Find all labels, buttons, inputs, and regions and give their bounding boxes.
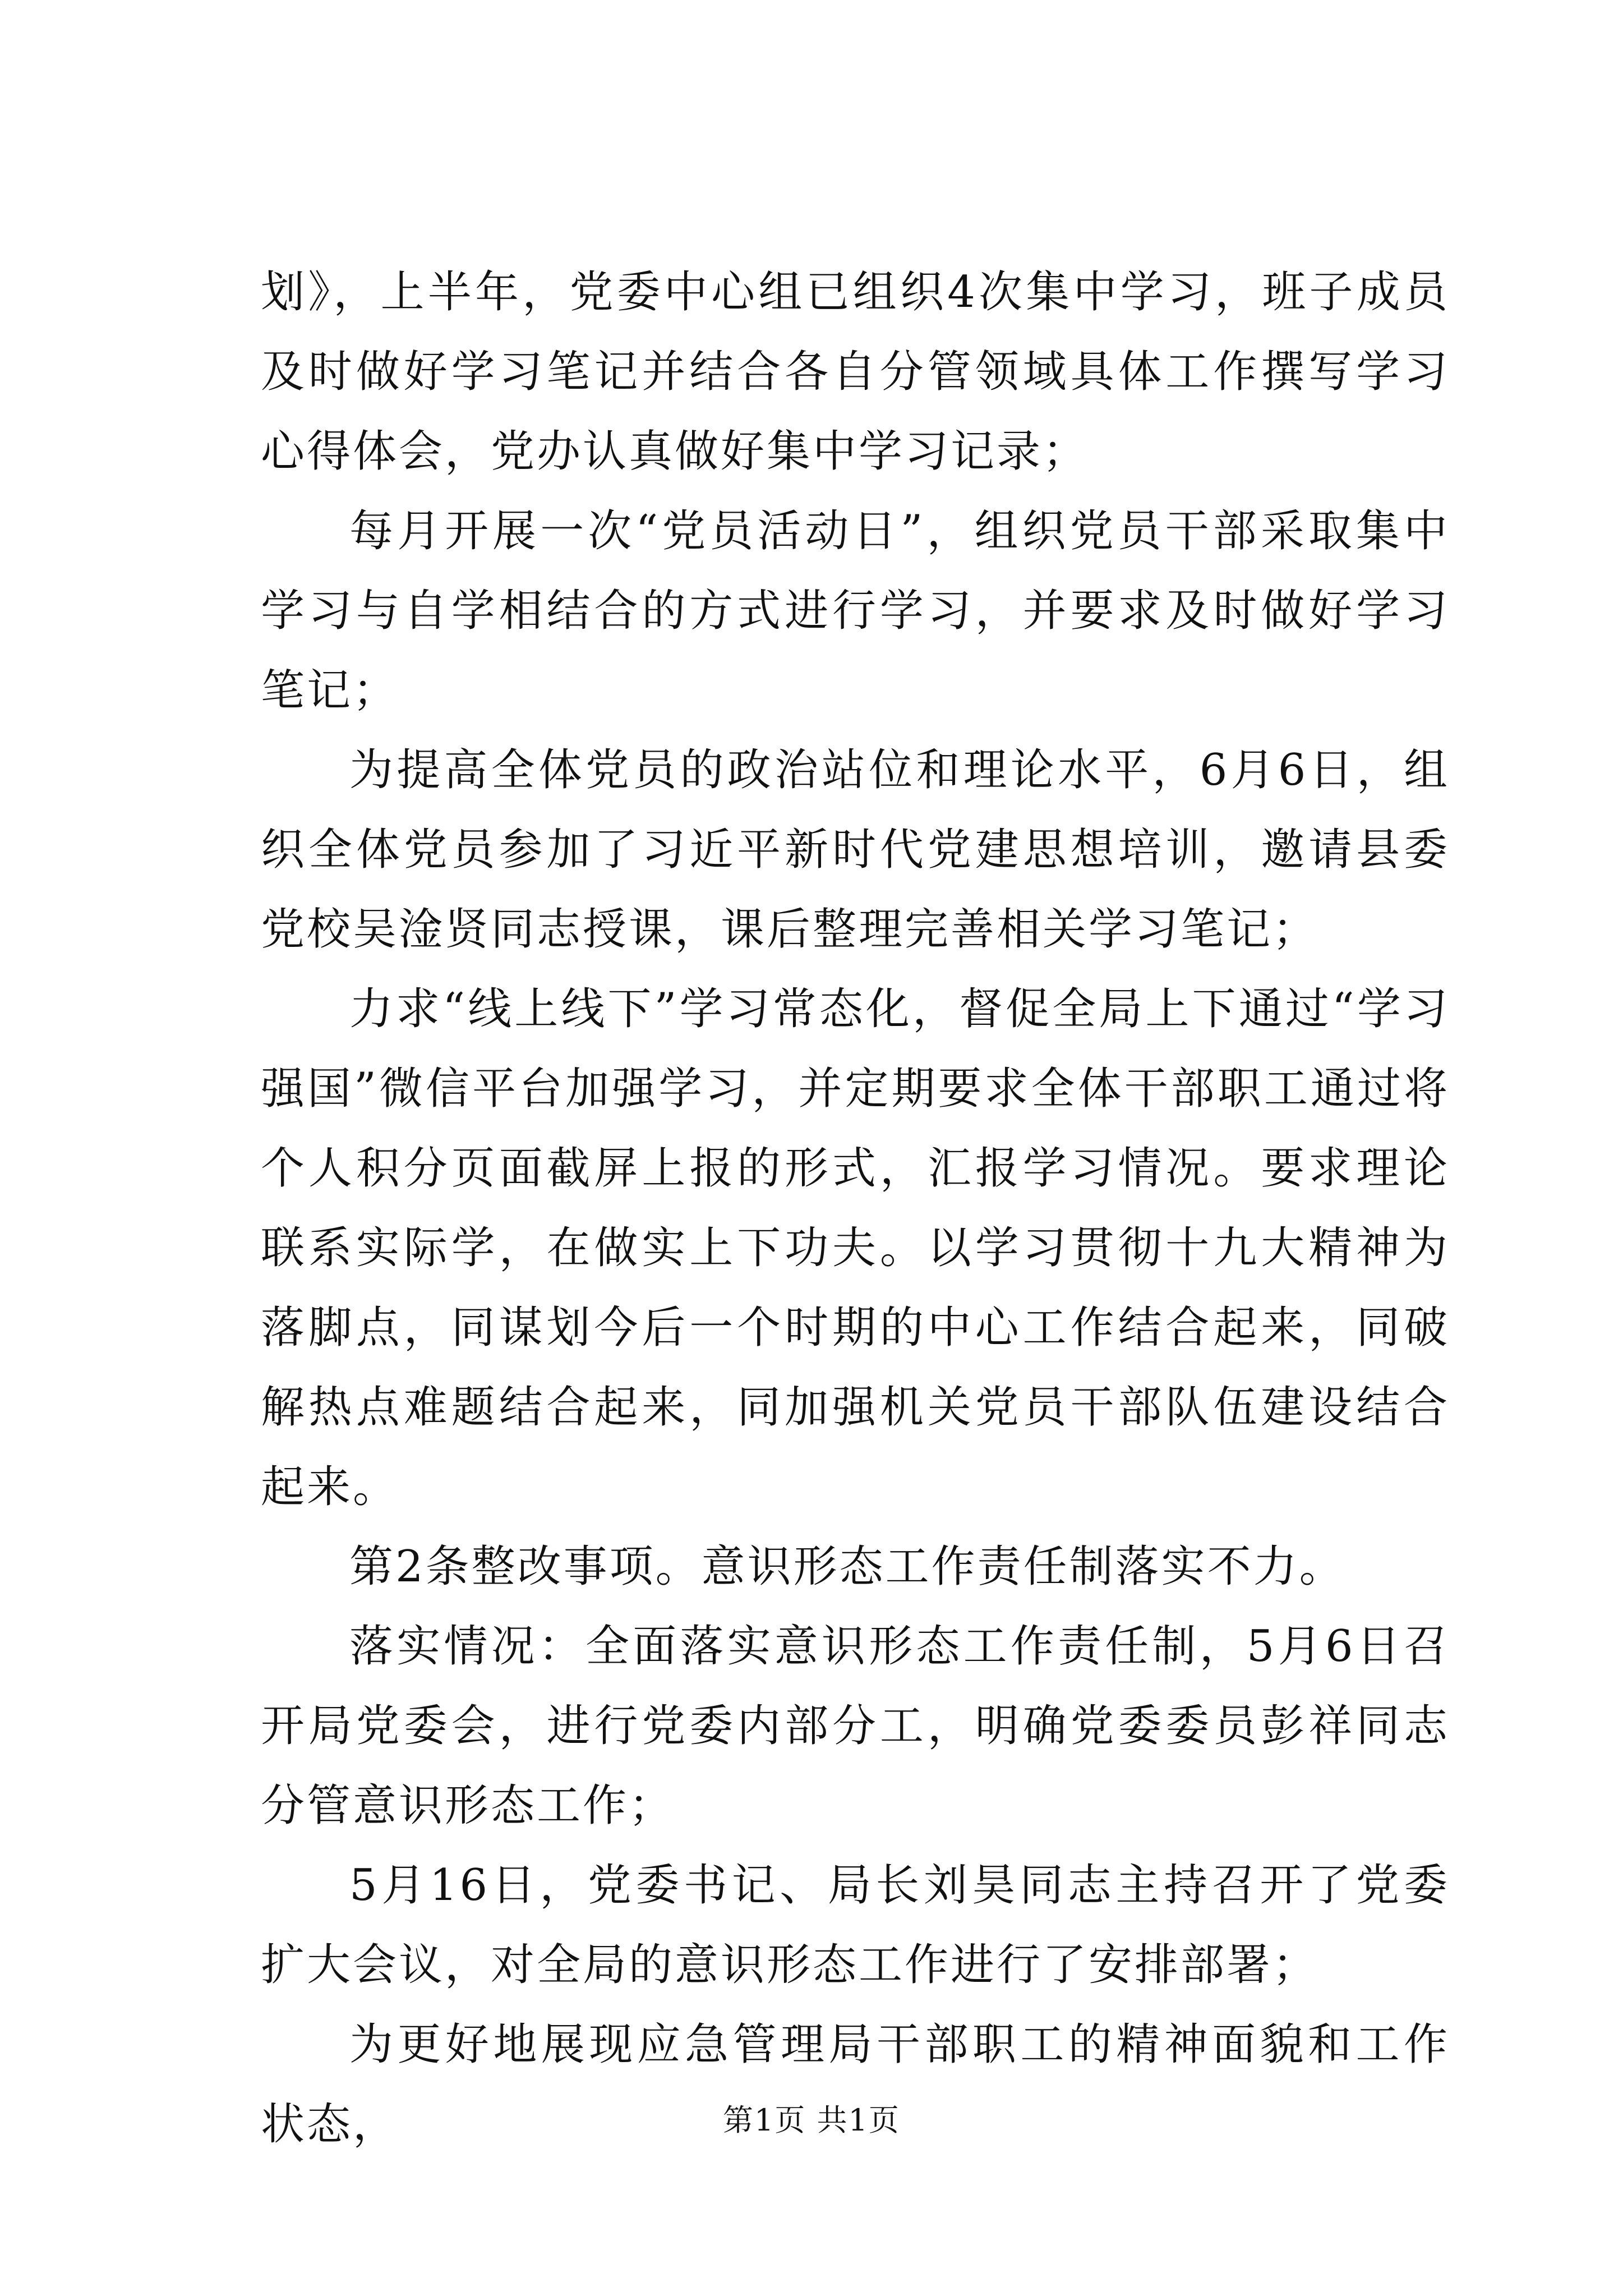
paragraph-3: 为提高全体党员的政治站位和理论水平，6月6日，组织全体党员参加了习近平新时代党建思想培训，邀请县委党校吴淦贤同志授课，课后整理完善相关学习笔记； bbox=[261, 745, 1450, 955]
paragraph-5: 第2条整改事项。意识形态工作责任制落实不力。 bbox=[349, 1542, 1345, 1592]
paragraph-6: 落实情况：全面落实意识形态工作责任制，5月6日召开局党委会，进行党委内部分工，明确党委委员彭祥同志分管意识形态工作； bbox=[261, 1621, 1450, 1831]
page-footer bbox=[0, 2101, 1623, 2140]
page-number-label: 第1页 共1页 bbox=[723, 2102, 900, 2138]
paragraph-8: 为更好地展现应急管理局干部职工的精神面貌和工作状态， bbox=[261, 2019, 1450, 2150]
paragraph-7: 5月16日，党委书记、局长刘昊同志主持召开了党委扩大会议，对全局的意识形态工作进行了安排部署； bbox=[261, 1860, 1450, 1990]
paragraph-1: 划》，上半年，党委中心组已组织4次集中学习，班子成员及时做好学习笔记并结合各自分管领域具体工作撰写学习心得体会，党办认真做好集中学习记录； bbox=[261, 267, 1450, 477]
paragraph-4: 力求“线上线下”学习常态化，督促全局上下通过“学习强国”微信平台加强学习，并定期要求全体干部职工通过将个人积分页面截屏上报的形式，汇报学习情况。要求理论联系实际学，在做实上下功夫。以学习贯彻十九大精神为落脚点，同谋划今后一个时期的中心工作结合起来，同破解热点难题结合起来，同加强机关党员干部队伍建设结合起来。 bbox=[261, 984, 1450, 1512]
paragraph-2: 每月开展一次“党员活动日”，组织党员干部采取集中学习与自学相结合的方式进行学习，并要求及时做好学习笔记； bbox=[261, 506, 1450, 716]
document-body bbox=[261, 252, 1450, 2164]
